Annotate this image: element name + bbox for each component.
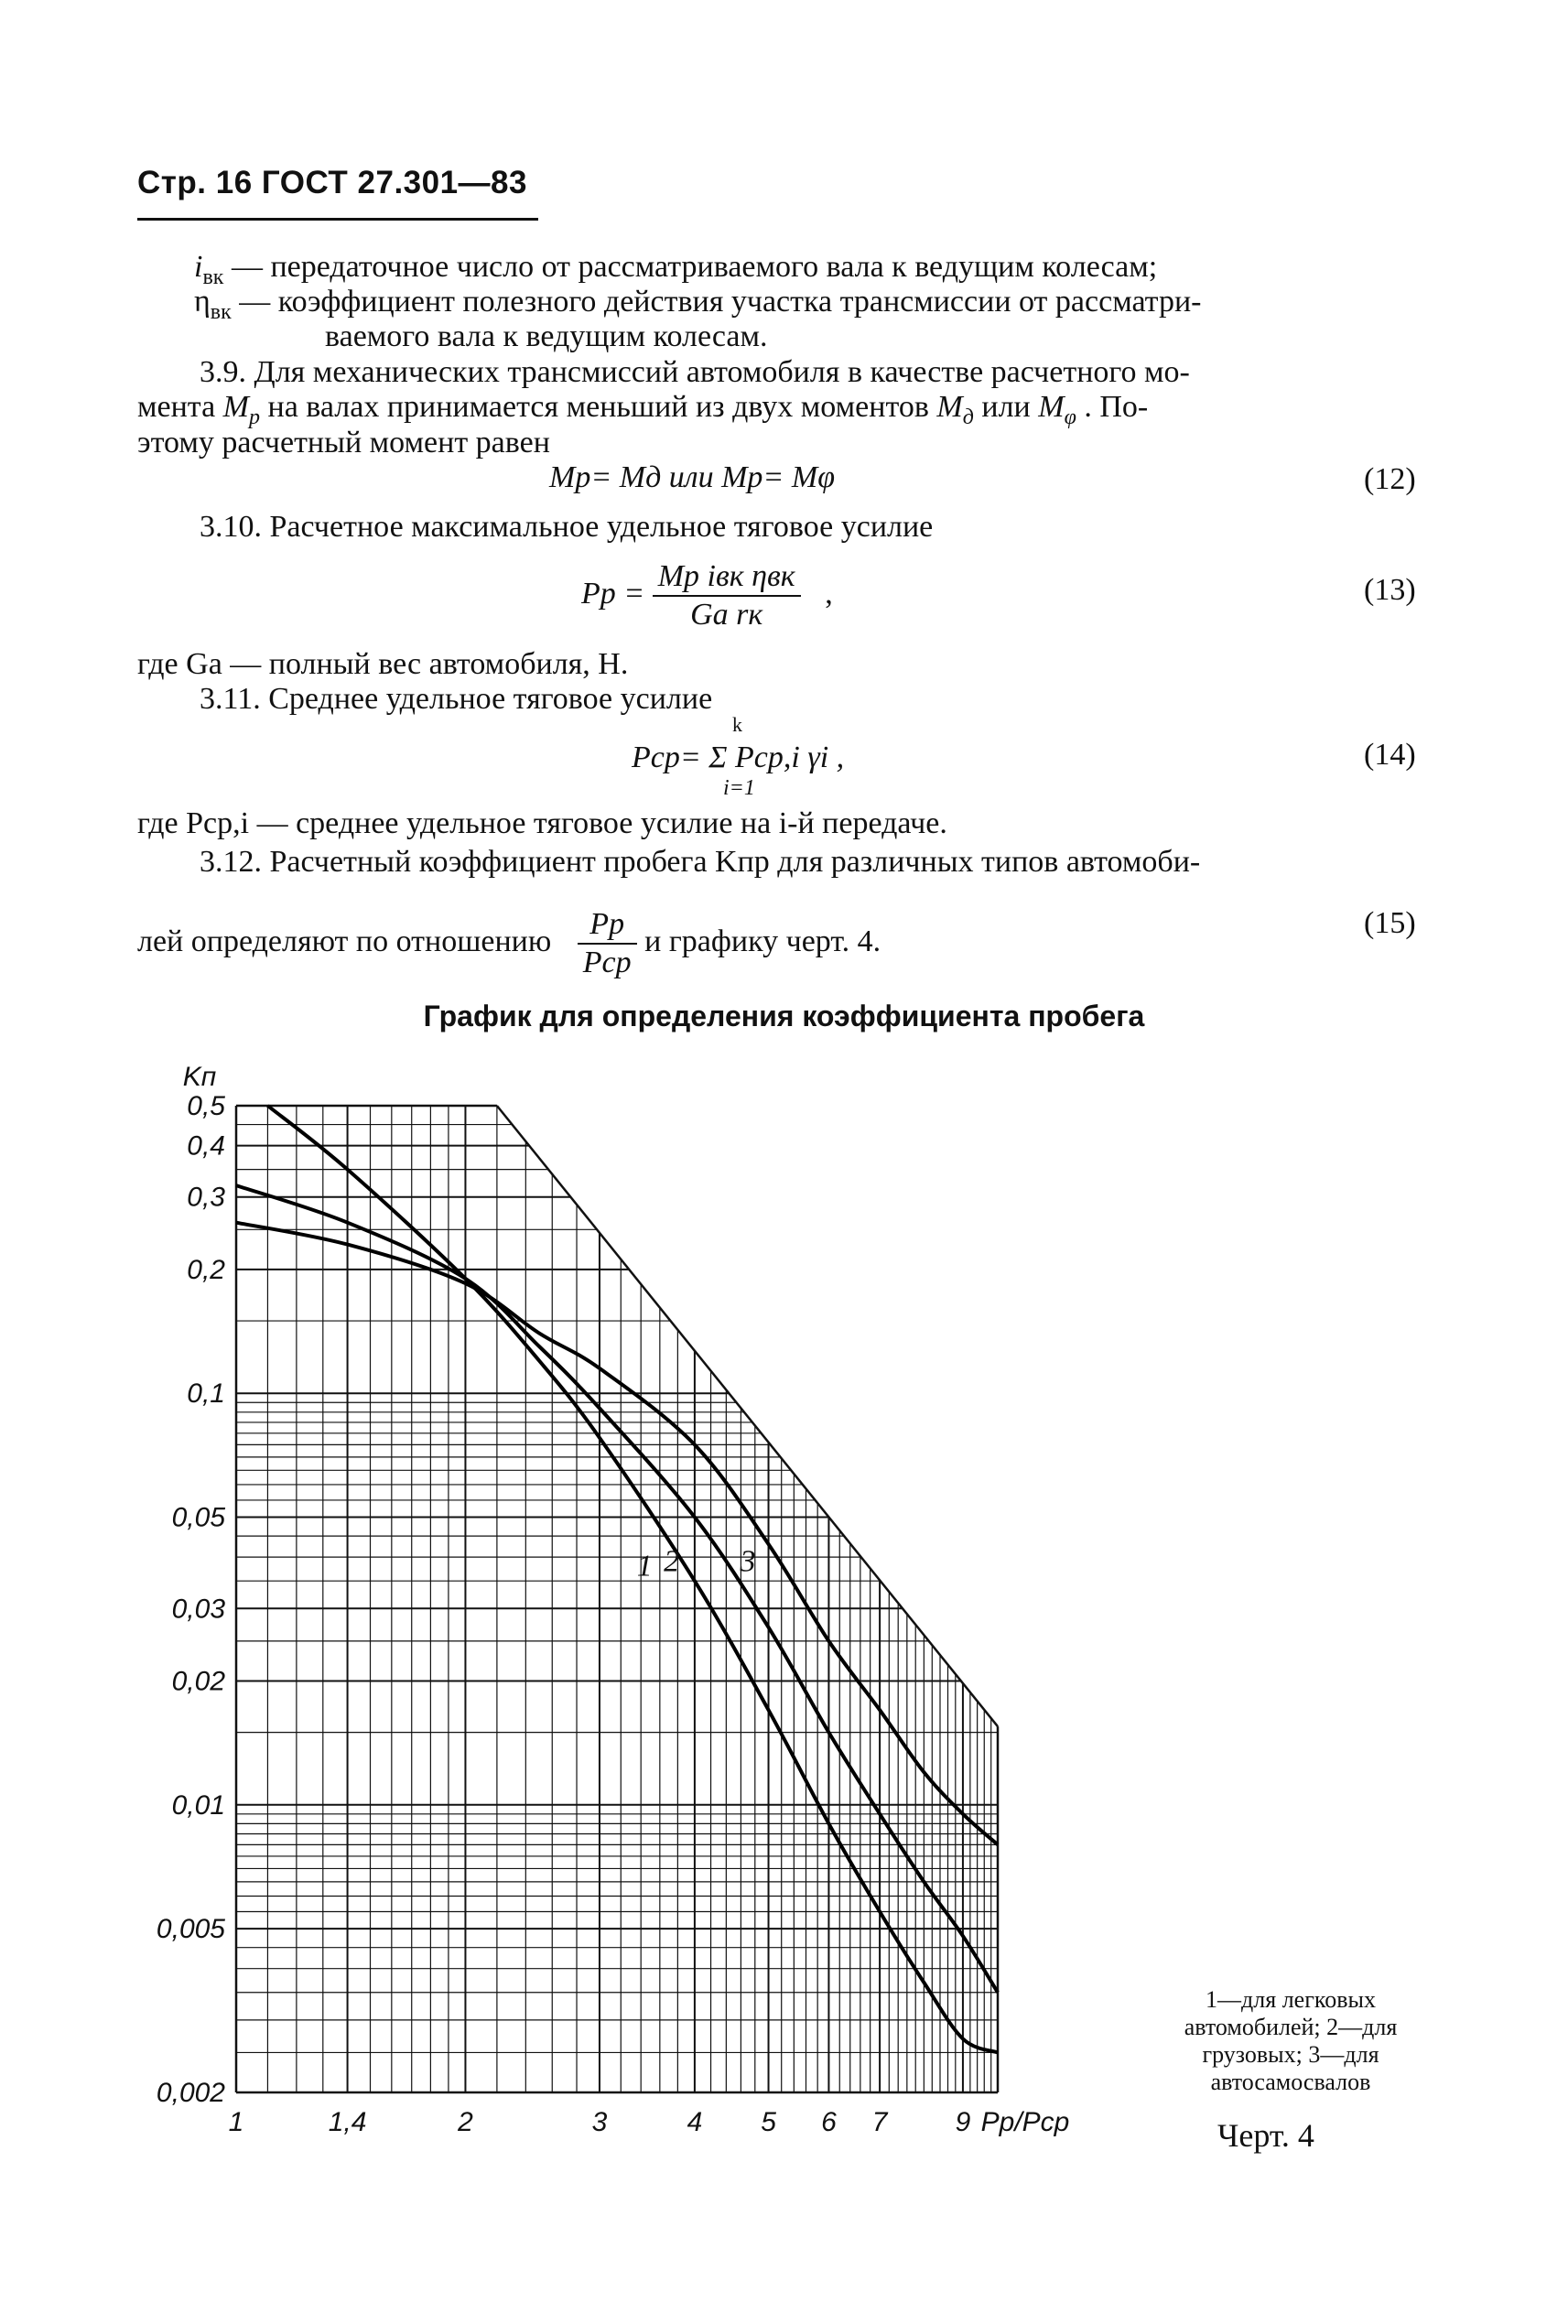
sym-mphi: $M_\varphi$ (1038, 390, 1076, 429)
y-tick-label: 0,05 (171, 1502, 225, 1533)
curve-label-2: 2 (664, 1544, 680, 1579)
p310-line1: 3.10. Расчетное максимальное удельное тяговое усилие (200, 510, 934, 544)
eq13-tail: , (825, 576, 833, 611)
eq13-den: Gа rк (653, 595, 801, 633)
curve-1 (267, 1106, 998, 2052)
eq13-number: (13) (1364, 573, 1416, 607)
chart-title: График для определения коэффициента пробега (423, 1000, 1145, 1032)
sum-top: k (732, 713, 742, 736)
curve-label-1: 1 (636, 1549, 653, 1584)
sym-md: $M_д$ (936, 390, 974, 429)
sum-bottom: i=1 (723, 776, 755, 800)
y-tick-label: 0,002 (156, 2078, 225, 2108)
text: и графику черт. 4. (644, 924, 881, 958)
curve-2 (236, 1185, 998, 1993)
y-tick-label: 0,01 (171, 1789, 225, 1821)
def-text: — коэффициент полезного действия участка трансмиссии от рассматри- (231, 285, 1202, 319)
sym-mp: $M_р$ (222, 390, 260, 429)
curve-3 (236, 1223, 998, 1845)
y-tick-label: 0,005 (156, 1914, 225, 1945)
figure-label: Черт. 4 (1217, 2117, 1314, 2154)
text: мента (137, 390, 223, 424)
legend-line: грузовых; 3—для (1202, 2041, 1379, 2068)
eq15-den: Pср (578, 943, 637, 981)
def-sym: i (194, 250, 203, 284)
x-tick-label: 5 (761, 2107, 776, 2137)
eq12-number: (12) (1364, 462, 1416, 496)
p311-line1: 3.11. Среднее удельное тяговое усилие (200, 682, 713, 716)
text: на валах принимается меньший из двух моментов (260, 390, 937, 424)
x-tick-label: 7 (871, 2107, 888, 2137)
eq15-num: Pр (589, 907, 625, 941)
p39-line3: этому расчетный момент равен (137, 426, 550, 459)
x-tick-label: 9 (955, 2107, 971, 2137)
y-tick-label: 0,1 (187, 1378, 225, 1410)
eq13-lhs: Pр = (581, 576, 645, 611)
def-sym: η (194, 285, 211, 319)
text: . По- (1076, 390, 1149, 424)
x-tick-label: 2 (458, 2107, 473, 2137)
legend-line: 1—для легковых (1206, 1986, 1376, 2013)
def-continuation: ваемого вала к ведущим колесам. (325, 319, 768, 353)
eq14-number: (14) (1364, 738, 1416, 772)
def-sub: вк (202, 265, 224, 289)
legend-line: автосамосвалов (1210, 2069, 1371, 2095)
def-sub: вк (210, 299, 232, 324)
x-axis-label: Pр/Pср (980, 2107, 1070, 2137)
x-tick-label: 1 (228, 2107, 244, 2137)
x-tick-label: 3 (591, 2107, 608, 2137)
eq12: Mр= Mд или Mр= Mφ (549, 460, 836, 494)
x-tick-label: 1,4 (328, 2107, 367, 2137)
y-tick-label: 0,2 (187, 1254, 225, 1285)
p312-line1: 3.12. Расчетный коэффициент пробега Kпр для различных типов автомоби- (200, 845, 1201, 879)
y-tick-label: 0,5 (187, 1091, 225, 1121)
chart-legend (1121, 1986, 1460, 2096)
p311-where: где Pср,i — среднее удельное тяговое усилие на i-й передаче. (137, 806, 947, 840)
grid-diagonal-edge (497, 1106, 998, 1726)
p39-line1: 3.9. Для механических трансмиссий автомобиля в качестве расчетного мо- (200, 355, 1190, 389)
text: или (973, 390, 1039, 424)
legend-line: автомобилей; 2—для (1184, 2014, 1398, 2040)
y-tick-label: 0,02 (171, 1666, 225, 1697)
eq15-number: (15) (1364, 906, 1416, 940)
y-tick-label: 0,4 (187, 1130, 225, 1162)
def-text: — передаточное число от рассматриваемого вала к ведущим колесам; (223, 250, 1158, 284)
x-tick-label: 4 (687, 2107, 703, 2137)
eq13-num: Mр iвк ηвк (657, 559, 795, 593)
y-tick-label: 0,3 (187, 1182, 225, 1213)
y-axis-label: Kп (182, 1062, 217, 1092)
text: лей определяют по отношению (137, 924, 552, 958)
p310-where: где Gа — полный вес автомобиля, Н. (137, 647, 629, 681)
y-tick-label: 0,03 (171, 1594, 225, 1625)
x-tick-label: 6 (821, 2107, 837, 2137)
eq14: Pср= Σ Pср,i γi , (632, 740, 845, 774)
curve-label-3: 3 (740, 1544, 756, 1579)
page-header: Стр. 16 ГОСТ 27.301—83 (137, 165, 527, 200)
